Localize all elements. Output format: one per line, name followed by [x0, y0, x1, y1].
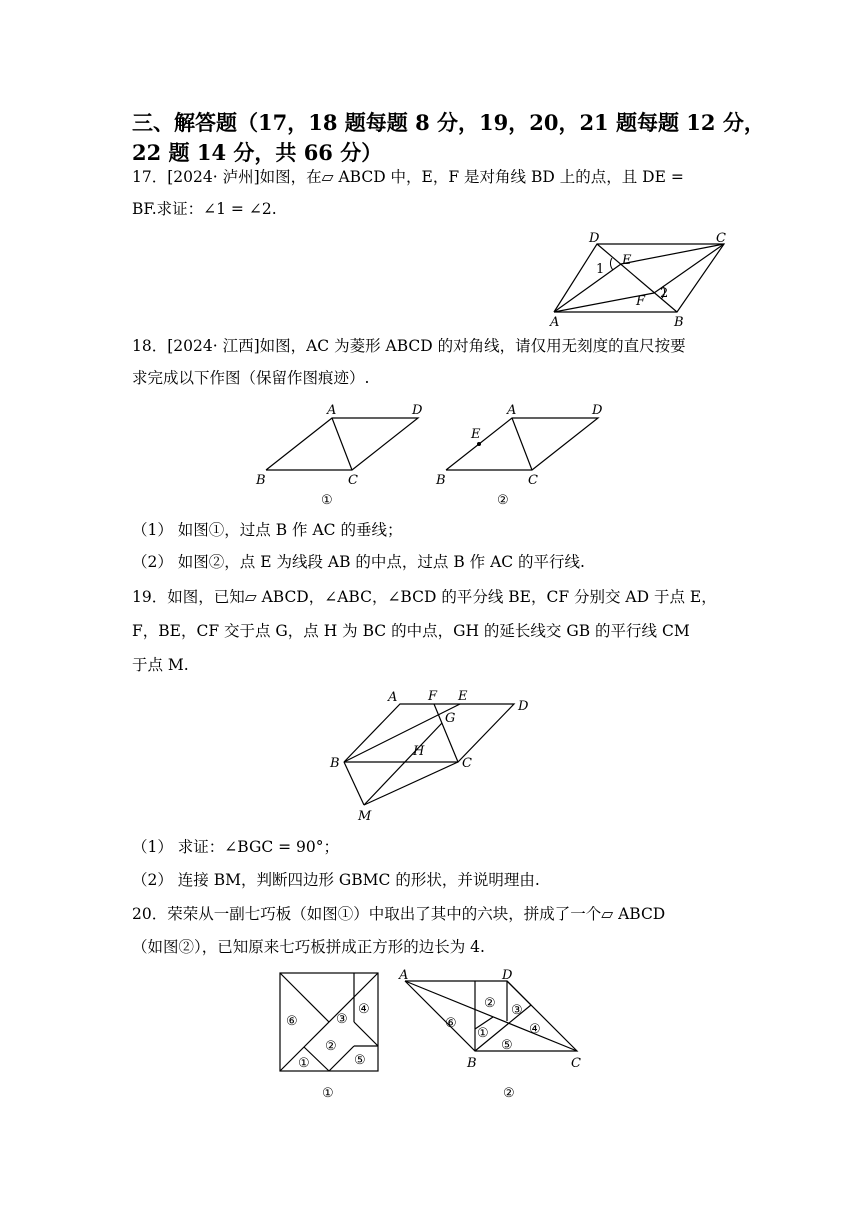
q20-f2-caption: ② [503, 1086, 515, 1101]
q19-part1: （1） 求证：∠BGC = 90°； [132, 838, 340, 856]
q17-text-line2: BF.求证：∠1 = ∠2. [132, 200, 277, 218]
q20-f2-piece-1: ① [477, 1026, 489, 1041]
q18-f2-label-B: B [436, 473, 446, 488]
q20-f1-piece-6: ⑥ [286, 1014, 298, 1029]
q17-label-F: F [636, 294, 646, 309]
section-title-line1: 三、解答题（17，18 题每题 8 分，19，20，21 题每题 12 分， [132, 110, 765, 135]
q18-f1-label-A: A [327, 403, 337, 418]
q19-label-H: H [413, 744, 425, 759]
q19-text-line2: F，BE，CF 交于点 G，点 H 为 BC 的中点，GH 的延长线交 GB 的平行线 CM [132, 622, 690, 640]
q20-figure-1 [270, 965, 390, 1105]
q18-f1-label-C: C [348, 473, 358, 488]
q17-label-C: C [716, 231, 726, 246]
q18-f1-caption: ① [321, 493, 333, 508]
q18-f2-label-C: C [528, 473, 538, 488]
q17-angle-2: 2 [660, 286, 669, 301]
q17-angle-1: 1 [596, 262, 605, 277]
q19-label-E: E [458, 689, 468, 704]
q19-part2: （2） 连接 BM，判断四边形 GBMC 的形状，并说明理由. [132, 871, 540, 889]
q17-label-B: B [674, 315, 684, 330]
q18-figure-2 [430, 400, 610, 510]
q18-f2-label-A: A [507, 403, 517, 418]
q20-f1-piece-5: ⑤ [354, 1053, 366, 1068]
q20-f2-label-A: A [399, 968, 409, 983]
q19-label-F: F [428, 689, 438, 704]
q17-text-line1: 17．[2024· 泸州]如图，在▱ ABCD 中，E，F 是对角线 BD 上的点，且 DE = [132, 168, 684, 186]
q18-f2-label-E: E [471, 427, 481, 442]
q17-label-A: A [550, 315, 560, 330]
q20-f2-label-C: C [571, 1056, 581, 1071]
q19-text-line3: 于点 M. [132, 656, 189, 674]
q18-text-line2: 求完成以下作图（保留作图痕迹）. [132, 369, 370, 387]
q17-label-D: D [589, 231, 600, 246]
q19-label-M: M [358, 809, 372, 824]
q18-f1-label-B: B [256, 473, 266, 488]
q20-figure-2 [395, 965, 595, 1105]
q20-f2-piece-2: ② [484, 996, 496, 1011]
q20-f1-piece-3: ③ [336, 1012, 348, 1027]
q17-figure [540, 230, 740, 330]
q20-f2-piece-6: ⑥ [445, 1016, 457, 1031]
q20-text-line1: 20．荣荣从一副七巧板（如图①）中取出了其中的六块，拼成了一个▱ ABCD [132, 905, 666, 923]
q20-f2-label-B: B [467, 1056, 477, 1071]
q20-f1-caption: ① [322, 1086, 334, 1101]
q18-figure-1 [250, 400, 430, 510]
q18-f1-label-D: D [412, 403, 423, 418]
q20-f2-piece-4: ④ [529, 1022, 541, 1037]
q18-text-line1: 18．[2024· 江西]如图，AC 为菱形 ABCD 的对角线，请仅用无刻度的直尺按要 [132, 337, 686, 355]
q20-f1-piece-1: ① [298, 1056, 310, 1071]
q18-part1: （1） 如图①，过点 B 作 AC 的垂线； [132, 521, 403, 539]
q19-label-B: B [330, 756, 340, 771]
q20-f2-label-D: D [502, 968, 513, 983]
q20-f2-piece-5: ⑤ [501, 1038, 513, 1053]
q18-part2: （2） 如图②，点 E 为线段 AB 的中点，过点 B 作 AC 的平行线. [132, 553, 585, 571]
q19-figure [320, 685, 550, 825]
q19-text-line1: 19．如图，已知▱ ABCD，∠ABC，∠BCD 的平分线 BE，CF 分别交 AD 于点 E， [132, 588, 717, 606]
section-title-line2: 22 题 14 分，共 66 分） [132, 140, 383, 165]
q20-f1-piece-4: ④ [358, 1002, 370, 1017]
q19-label-A: A [388, 690, 398, 705]
q19-label-G: G [445, 711, 456, 726]
q20-f1-piece-2: ② [325, 1039, 337, 1054]
q19-label-C: C [462, 756, 472, 771]
q20-text-line2: （如图②），已知原来七巧板拼成正方形的边长为 4. [132, 938, 485, 956]
q20-f2-piece-3: ③ [511, 1003, 523, 1018]
q18-f2-caption: ② [497, 493, 509, 508]
q17-label-E: E [622, 253, 632, 268]
q19-label-D: D [518, 699, 529, 714]
q18-f2-label-D: D [592, 403, 603, 418]
